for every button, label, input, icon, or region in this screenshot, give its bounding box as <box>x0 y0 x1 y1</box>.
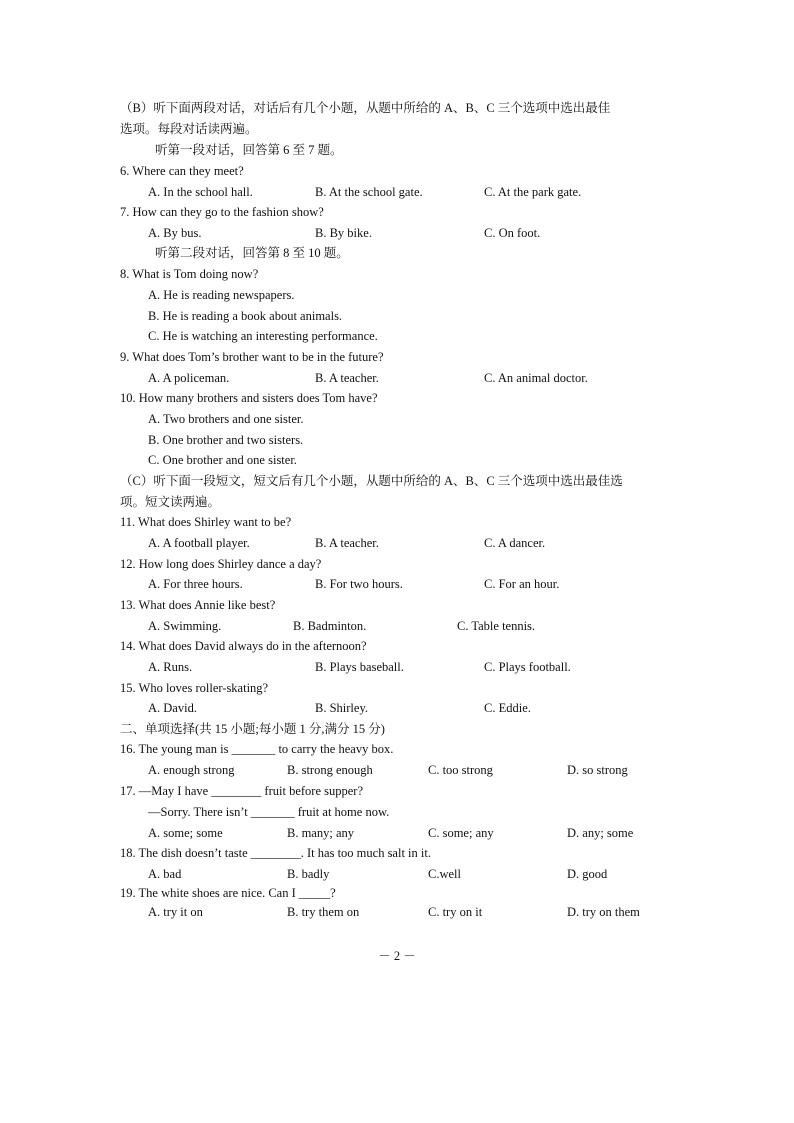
option-c: C. At the park gate. <box>484 185 582 199</box>
option-c: C.well <box>428 867 461 881</box>
question-stem: 9. What does Tom’s brother want to be in the future? <box>120 350 384 364</box>
part2-heading: 二、单项选择(共 15 小题;每小题 1 分,满分 15 分) <box>120 722 385 736</box>
question-stem: 16. The young man is _______ to carry the heavy box. <box>120 742 394 756</box>
option-b: B. He is reading a book about animals. <box>148 309 343 323</box>
option-b: B. By bike. <box>315 226 372 240</box>
dialog1-note: 听第一段对话，回答第 6 至 7 题。 <box>155 143 343 157</box>
question-stem: 8. What is Tom doing now? <box>120 267 259 281</box>
question-stem: 17. —May I have ________ fruit before supper? <box>120 784 363 798</box>
option-a: A. Runs. <box>148 660 193 674</box>
option-c: C. too strong <box>428 763 493 777</box>
question-stem: 11. What does Shirley want to be? <box>120 515 292 529</box>
option-a: A. In the school hall. <box>148 185 253 199</box>
option-b: B. badly <box>287 867 330 881</box>
question-stem: 19. The white shoes are nice. Can I _____? <box>120 886 336 900</box>
option-b: B. One brother and two sisters. <box>148 433 304 447</box>
option-a: A. Two brothers and one sister. <box>148 412 304 426</box>
question-stem: 10. How many brothers and sisters does Tom have? <box>120 391 378 405</box>
option-b: B. Badminton. <box>293 619 367 633</box>
option-b: B. try them on <box>287 905 360 919</box>
option-a: A. A policeman. <box>148 371 230 385</box>
option-a: A. By bus. <box>148 226 202 240</box>
option-b: B. Shirley. <box>315 701 369 715</box>
section-c-intro: （C）听下面一段短文，短文后有几个小题，从题中所给的 A、B、C 三个选项中选出最佳选 <box>120 474 623 488</box>
option-d: D. good <box>567 867 608 881</box>
option-a: A. Swimming. <box>148 619 222 633</box>
question-stem: 15. Who loves roller-skating? <box>120 681 269 695</box>
question-stem: 6. Where can they meet? <box>120 164 244 178</box>
option-a: A. David. <box>148 701 197 715</box>
option-d: D. so strong <box>567 763 628 777</box>
option-b: B. A teacher. <box>315 371 379 385</box>
option-a: A. some; some <box>148 826 223 840</box>
section-b-intro-cont: 选项。每段对话读两遍。 <box>120 122 258 136</box>
option-c: C. Eddie. <box>484 701 531 715</box>
section-b-intro: （B）听下面两段对话，对话后有几个小题，从题中所给的 A、B、C 三个选项中选出最佳 <box>120 101 611 115</box>
option-c: C. Table tennis. <box>457 619 536 633</box>
option-b: B. For two hours. <box>315 577 403 591</box>
option-b: B. strong enough <box>287 763 373 777</box>
option-c: C. He is watching an interesting performance. <box>148 329 378 343</box>
option-c: C. On foot. <box>484 226 541 240</box>
option-a: A. A football player. <box>148 536 250 550</box>
option-a: A. For three hours. <box>148 577 243 591</box>
option-c: C. Plays football. <box>484 660 571 674</box>
question-stem-reply: —Sorry. There isn’t _______ fruit at home now. <box>148 805 390 819</box>
option-c: C. some; any <box>428 826 494 840</box>
option-a: A. He is reading newspapers. <box>148 288 295 302</box>
dialog2-note: 听第二段对话，回答第 8 至 10 题。 <box>155 246 349 260</box>
option-c: C. A dancer. <box>484 536 546 550</box>
option-a: A. enough strong <box>148 763 235 777</box>
option-c: C. One brother and one sister. <box>148 453 297 467</box>
option-b: B. many; any <box>287 826 355 840</box>
option-d: D. try on them <box>567 905 640 919</box>
option-a: A. bad <box>148 867 182 881</box>
question-stem: 14. What does David always do in the afternoon? <box>120 639 367 653</box>
option-b: B. At the school gate. <box>315 185 423 199</box>
question-stem: 12. How long does Shirley dance a day? <box>120 557 322 571</box>
page-number: － 2 － <box>378 949 416 963</box>
option-a: A. try it on <box>148 905 203 919</box>
option-c: C. For an hour. <box>484 577 560 591</box>
question-stem: 18. The dish doesn’t taste ________. It has too much salt in it. <box>120 846 431 860</box>
option-d: D. any; some <box>567 826 634 840</box>
section-c-intro-cont: 项。短文读两遍。 <box>120 495 221 509</box>
option-c: C. try on it <box>428 905 483 919</box>
option-b: B. Plays baseball. <box>315 660 404 674</box>
option-c: C. An animal doctor. <box>484 371 588 385</box>
question-stem: 13. What does Annie like best? <box>120 598 276 612</box>
option-b: B. A teacher. <box>315 536 379 550</box>
question-stem: 7. How can they go to the fashion show? <box>120 205 324 219</box>
